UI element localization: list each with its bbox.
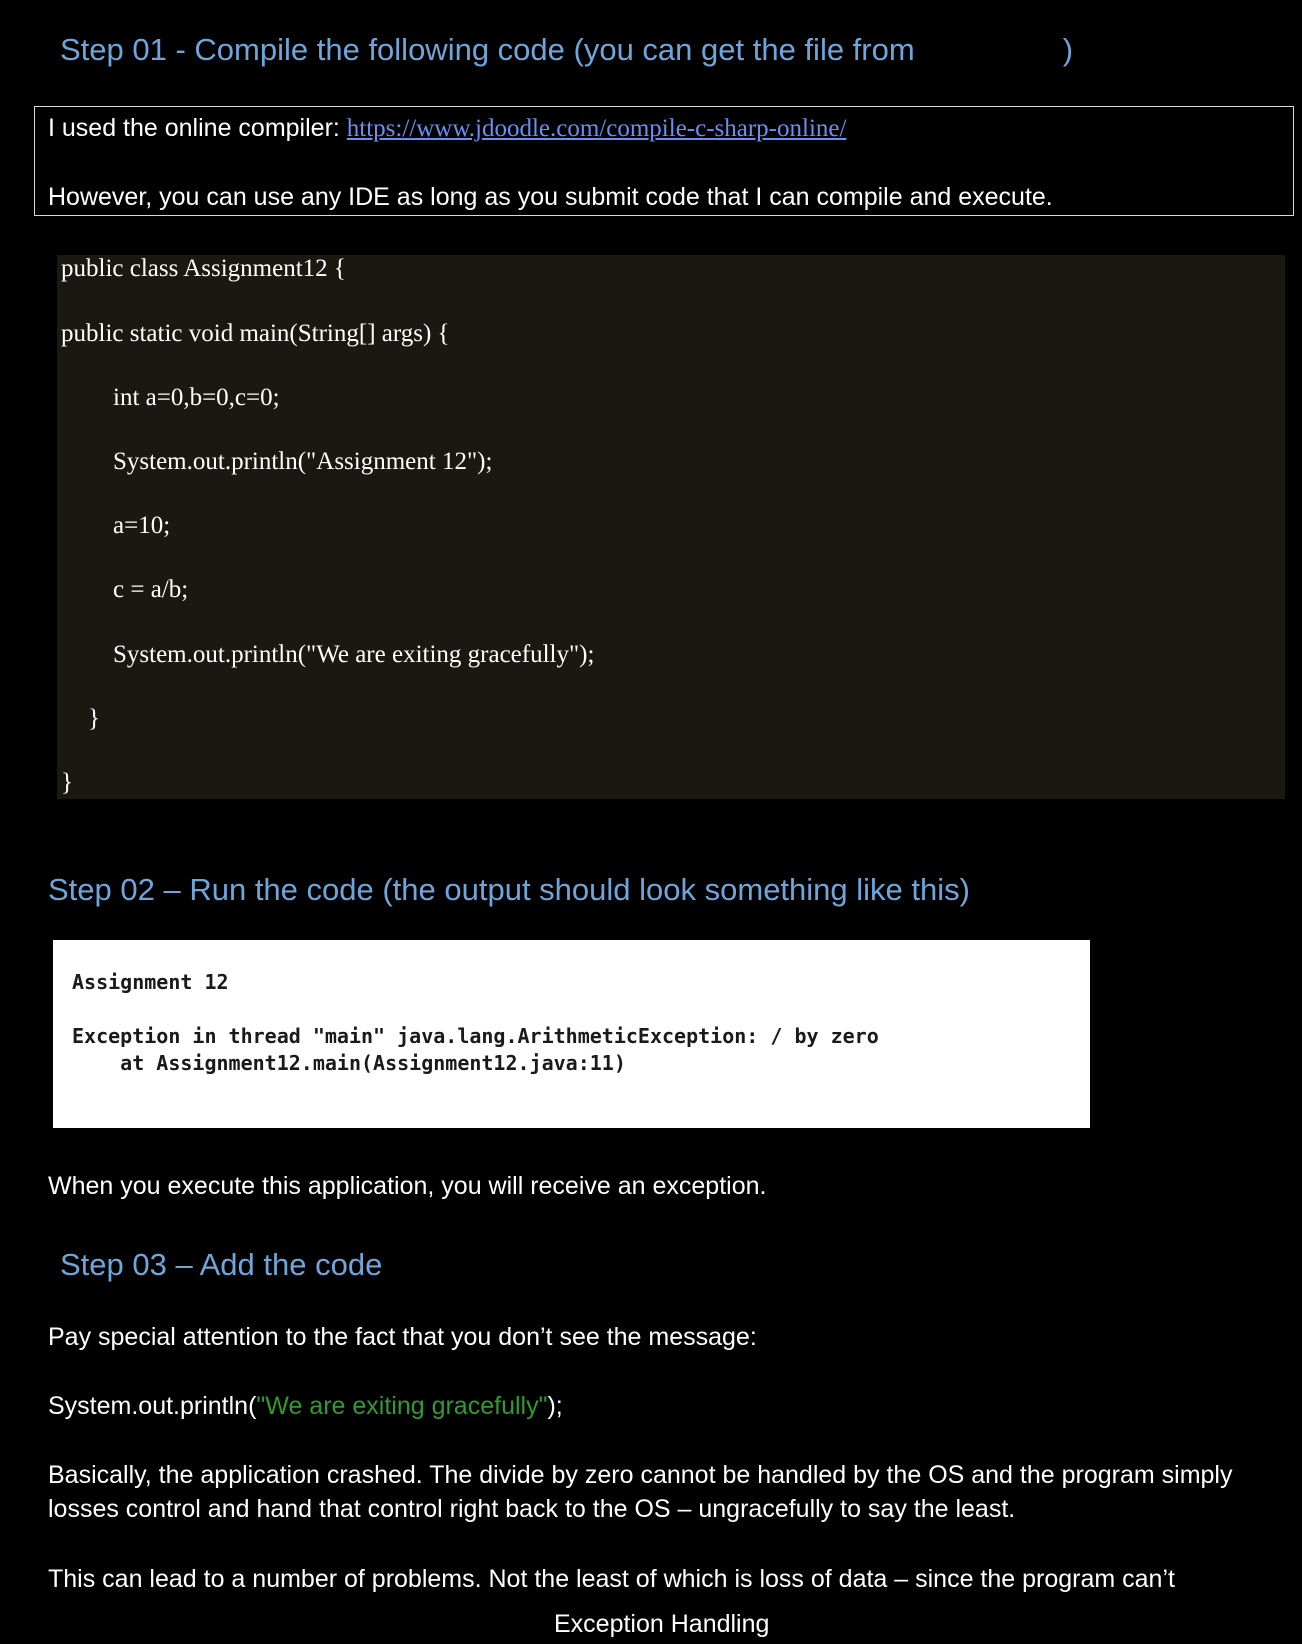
code-line: System.out.println("We are exiting gracefully"); — [113, 641, 595, 668]
message-string: "We are exiting gracefully" — [256, 1392, 548, 1420]
attention-text: Pay special attention to the fact that you don’t see the message: — [48, 1323, 757, 1351]
paragraph-line: Basically, the application crashed. The divide by zero cannot be handled by the OS and the program simply — [48, 1461, 1233, 1489]
paragraph-line: losses control and hand that control right back to the OS – ungracefully to say the least. — [48, 1495, 1016, 1523]
output-line: Exception in thread "main" java.lang.ArithmeticException: / by zero — [72, 1024, 879, 1048]
exception-note: When you execute this application, you will receive an exception. — [48, 1172, 767, 1200]
compiler-note-line: I used the online compiler: https://www.jdoodle.com/compile-c-sharp-online/ — [48, 114, 847, 142]
code-line: } — [61, 769, 73, 796]
output-line: Assignment 12 — [72, 970, 229, 994]
code-line: c = a/b; — [113, 576, 189, 603]
code-line: a=10; — [113, 512, 171, 539]
code-line: public class Assignment12 { — [61, 255, 346, 282]
message-line: System.out.println("We are exiting gracefully"); — [48, 1392, 563, 1420]
output-line: at Assignment12.main(Assignment12.java:11) — [72, 1051, 626, 1075]
code-line: } — [88, 705, 100, 732]
step2-heading: Step 02 – Run the code (the output should look something like this) — [48, 872, 970, 907]
code-line: System.out.println("Assignment 12"); — [113, 448, 493, 475]
paragraph-line: This can lead to a number of problems. Not the least of which is loss of data – since the program can’t — [48, 1565, 1175, 1593]
code-line: int a=0,b=0,c=0; — [113, 384, 280, 411]
code-line: public static void main(String[] args) { — [61, 320, 450, 347]
step3-heading: Step 03 – Add the code — [60, 1247, 383, 1282]
step1-heading: Step 01 - Compile the following code (you can get the file from ) — [60, 32, 1074, 67]
compiler-link[interactable]: https://www.jdoodle.com/compile-c-sharp-online/ — [346, 115, 847, 142]
ide-note: However, you can use any IDE as long as you submit code that I can compile and execute. — [48, 183, 1053, 211]
footer-title: Exception Handling — [554, 1610, 770, 1638]
